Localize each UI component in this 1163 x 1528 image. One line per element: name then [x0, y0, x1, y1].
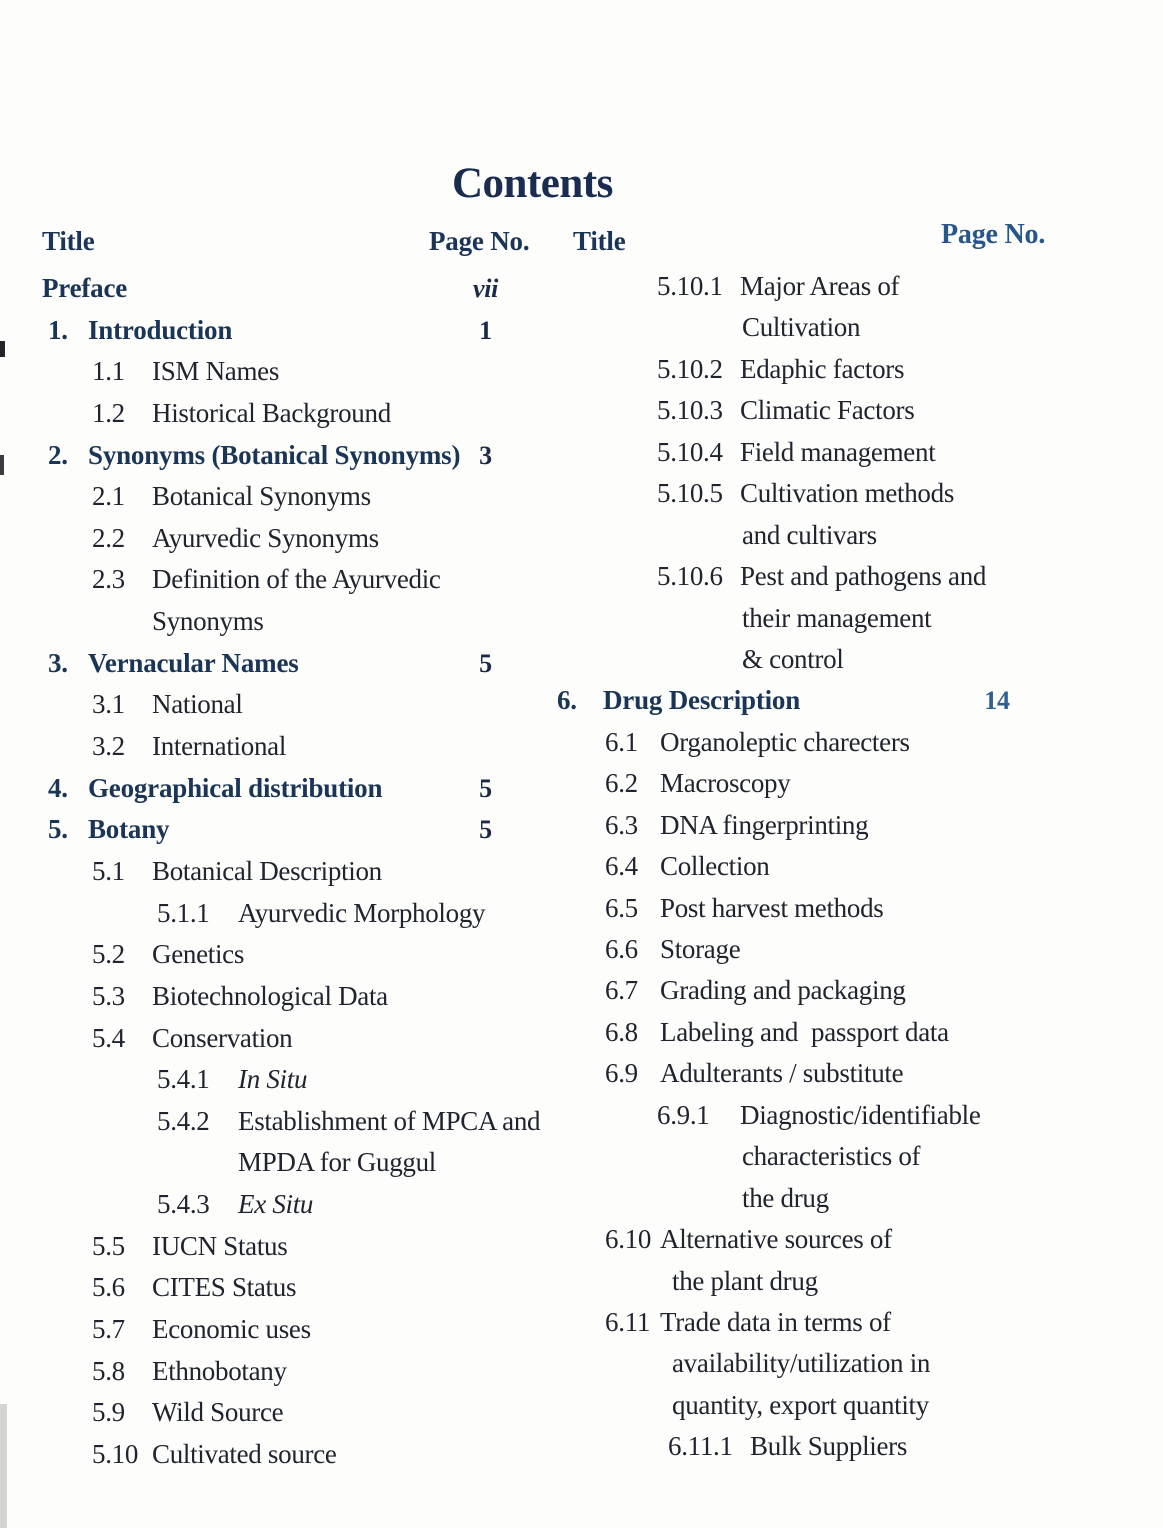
toc-row	[0, 846, 1163, 887]
toc-entry-number: 6.5	[605, 892, 638, 923]
toc-entry-title: IUCN Status	[152, 1230, 288, 1261]
toc-entry-title: Bulk Suppliers	[750, 1431, 908, 1462]
toc-entry-number: 5.4.3	[157, 1189, 210, 1220]
toc-entry-number: 1.2	[92, 397, 125, 428]
toc-entry-number: 6.9	[605, 1058, 638, 1089]
toc-entry-title: National	[152, 689, 243, 720]
scan-edge-mark	[0, 341, 5, 357]
toc-entry-number: 6.7	[605, 975, 638, 1006]
toc-row	[0, 1012, 1163, 1053]
toc-entry-number: 4.	[48, 772, 68, 803]
toc-entry-title: International	[152, 731, 287, 762]
toc-entry-number: 3.2	[92, 731, 125, 762]
toc-entry-number: 6.1	[605, 726, 638, 757]
toc-row	[0, 1426, 1163, 1467]
toc-entry-number: 5.1.1	[157, 897, 210, 928]
toc-entry-number: 5.4.1	[157, 1064, 210, 1095]
toc-entry-title: Botanical Description	[152, 855, 382, 886]
toc-entry-number: 5.10.6	[657, 561, 723, 592]
toc-entry-title: Ayurvedic Morphology	[238, 897, 486, 928]
toc-entry-title: In Situ	[238, 1064, 308, 1095]
toc-row	[0, 929, 1163, 970]
toc-entry-title: the plant drug	[672, 1265, 818, 1296]
toc-entry-title: Edaphic factors	[740, 353, 905, 384]
toc-entry-number: 5.10.1	[657, 271, 723, 301]
toc-entry-number: 6.3	[605, 809, 638, 840]
toc-entry-number: 5.10.4	[657, 436, 723, 467]
toc-entry-number: 5.10.2	[657, 353, 723, 384]
toc-entry-title: DNA fingerprinting	[660, 809, 869, 840]
toc-entry-page: 3	[479, 440, 492, 470]
toc-row	[0, 515, 1163, 556]
toc-row	[0, 970, 1163, 1011]
toc-entry-title: Cultivated source	[152, 1438, 337, 1469]
toc-entry-number: 6.10	[605, 1224, 652, 1255]
toc-entry-number: 6.11.1	[668, 1431, 733, 1462]
toc-entry-title: CITES Status	[152, 1272, 297, 1303]
toc-row	[0, 1053, 1163, 1094]
toc-entry-number: 5.8	[92, 1355, 125, 1386]
toc-row	[0, 1302, 1163, 1343]
toc-entry-number: 5.10.5	[657, 478, 723, 509]
toc-entry-title: Diagnostic/identifiable	[740, 1099, 981, 1130]
toc-row	[0, 266, 1163, 307]
toc-entry-title: Historical Background	[152, 397, 391, 428]
toc-entry-number: 6.6	[605, 934, 638, 964]
toc-entry-title: Storage	[660, 934, 741, 964]
toc-entry-title: the drug	[742, 1182, 829, 1213]
scan-edge-strip	[0, 1404, 7, 1528]
toc-entry-number: 5.2	[92, 939, 125, 970]
toc-entry-page: 5	[479, 815, 492, 845]
toc-entry-title: Labeling and passport data	[660, 1016, 949, 1047]
toc-entry-title: Organoleptic charecters	[660, 726, 910, 757]
toc-row	[0, 1343, 1163, 1384]
toc-entry-title: Ex Situ	[238, 1189, 314, 1220]
toc-entry-title: quantity, export quantity	[672, 1389, 929, 1420]
toc-row	[0, 390, 1163, 431]
toc-row	[0, 722, 1163, 763]
toc-entry-title: Macroscopy	[660, 768, 791, 799]
toc-entry-title: Pest and pathogens and	[740, 561, 987, 592]
toc-entry-title: Cultivation	[742, 312, 861, 343]
toc-entry-number: 5.4.2	[157, 1105, 210, 1136]
toc-entry-title: Conservation	[152, 1022, 293, 1053]
toc-entry-title: Alternative sources of	[660, 1224, 892, 1255]
toc-entry-title: Preface	[42, 273, 128, 303]
toc-row	[0, 432, 1163, 473]
toc-entry-title: ISM Names	[152, 356, 280, 387]
toc-row	[0, 1095, 1163, 1136]
toc-entry-number: 5.5	[92, 1230, 125, 1261]
toc-entry-number: 1.	[48, 314, 68, 345]
toc-entry-title: Field management	[740, 436, 936, 467]
toc-entry-number: 5.7	[92, 1314, 125, 1345]
toc-entry-title: Grading and packaging	[660, 975, 906, 1006]
toc-entry-number: 5.	[48, 814, 68, 845]
toc-entry-number: 5.6	[92, 1272, 125, 1303]
toc-entry-title: Synonyms (Botanical Synonyms)	[88, 439, 461, 470]
toc-entry-title: Botanical Synonyms	[152, 481, 371, 512]
toc-entry-number: 3.	[48, 647, 68, 678]
toc-entry-page: 5	[479, 773, 492, 803]
toc-entry-number: 5.9	[92, 1397, 125, 1428]
toc-entry-number: 5.10.3	[657, 395, 723, 426]
toc-entry-title: Geographical distribution	[88, 772, 383, 803]
toc-entry-number: 6.8	[605, 1016, 638, 1047]
right-column-pageno-header: Page No.	[941, 219, 1046, 250]
toc-entry-title: Economic uses	[152, 1314, 311, 1345]
toc-entry-title: Ethnobotany	[152, 1355, 287, 1386]
toc-entry-title: their management	[742, 602, 932, 633]
toc-row	[0, 1136, 1163, 1177]
toc-entry-number: 5.3	[92, 980, 125, 1011]
toc-row	[0, 1261, 1163, 1302]
toc-entry-number: 6.2	[605, 768, 638, 799]
toc-entry-number: 2.2	[92, 522, 125, 553]
toc-entry-page: vii	[472, 274, 499, 303]
left-column-pageno-header: Page No.	[429, 226, 530, 256]
toc-entry-title: Establishment of MPCA and	[238, 1105, 541, 1136]
page-title: Contents	[452, 159, 613, 207]
toc-row	[0, 1178, 1163, 1219]
toc-entry-title: Post harvest methods	[660, 892, 884, 923]
toc-entry-title: Cultivation methods	[740, 478, 955, 509]
toc-entry-title: characteristics of	[742, 1141, 921, 1172]
right-column-title-header: Title	[573, 226, 626, 256]
toc-row	[0, 349, 1163, 390]
scan-edge-mark	[0, 455, 4, 475]
toc-entry-title: Ayurvedic Synonyms	[152, 522, 379, 553]
toc-entry-page: 5	[479, 648, 492, 678]
toc-entry-page: 14	[984, 686, 1010, 716]
toc-entry-title: Collection	[660, 851, 770, 882]
toc-entry-number: 2.	[48, 439, 68, 470]
toc-entry-title: availability/utilization in	[672, 1348, 931, 1379]
toc-row	[0, 556, 1163, 597]
toc-entry-title: Biotechnological Data	[152, 980, 388, 1011]
toc-entry-title: Climatic Factors	[740, 395, 915, 426]
toc-entry-number: 2.1	[92, 481, 125, 512]
toc-entry-title: MPDA for Guggul	[238, 1147, 437, 1178]
toc-entry-title: Wild Source	[152, 1397, 284, 1428]
toc-right-column	[0, 266, 1163, 1468]
toc-entry-title: Definition of the Ayurvedic	[152, 564, 441, 595]
toc-entry-title: Genetics	[152, 939, 245, 970]
toc-row	[0, 639, 1163, 680]
toc-entry-title: Vernacular Names	[88, 647, 299, 678]
toc-entry-title: and cultivars	[742, 519, 877, 550]
toc-entry-title: Drug Description	[603, 685, 801, 716]
toc-row	[0, 473, 1163, 514]
toc-row	[0, 680, 1163, 721]
toc-entry-number: 1.1	[92, 356, 125, 387]
toc-row	[0, 763, 1163, 804]
toc-entry-title: Adulterants / substitute	[660, 1058, 904, 1089]
toc-entry-page: 1	[479, 315, 492, 345]
toc-entry-number: 3.1	[92, 689, 125, 720]
toc-row	[0, 1219, 1163, 1260]
toc-entry-number: 6.	[557, 685, 577, 716]
toc-entry-title: Major Areas of	[740, 271, 900, 301]
toc-entry-title: Botany	[88, 814, 170, 845]
toc-entry-number: 5.4	[92, 1022, 125, 1053]
toc-entry-title: Introduction	[88, 314, 233, 345]
toc-row	[0, 805, 1163, 846]
toc-entry-title: Trade data in terms of	[660, 1306, 891, 1337]
toc-entry-number: 2.3	[92, 564, 125, 595]
toc-entry-number: 6.9.1	[657, 1099, 710, 1130]
toc-entry-number: 6.11	[605, 1306, 651, 1337]
toc-entry-number: 6.4	[605, 851, 638, 882]
toc-entry-title: & control	[742, 643, 844, 674]
left-column-title-header: Title	[42, 226, 95, 256]
toc-entry-number: 5.10	[92, 1438, 139, 1469]
toc-row	[0, 598, 1163, 639]
toc-entry-number: 5.1	[92, 855, 125, 886]
toc-row	[0, 1385, 1163, 1426]
toc-entry-title: Synonyms	[152, 606, 264, 637]
toc-row	[0, 307, 1163, 348]
toc-row	[0, 888, 1163, 929]
